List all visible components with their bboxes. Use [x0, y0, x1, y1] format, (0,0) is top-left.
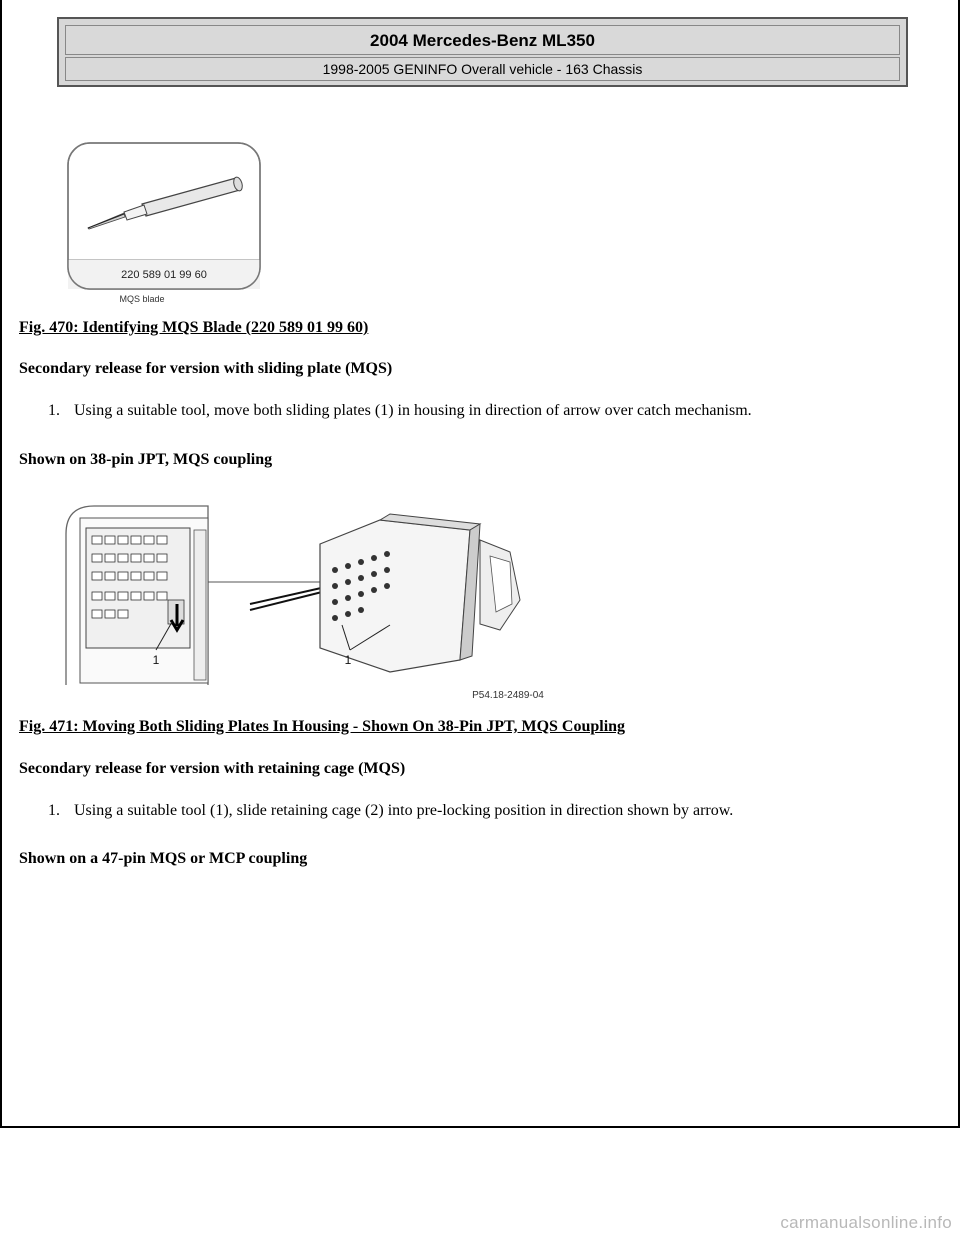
step-number: 1.	[48, 802, 60, 819]
figure-470-caption: Fig. 470: Identifying MQS Blade (220 589 01 99 60)	[19, 319, 369, 336]
header-title-bar	[65, 25, 900, 55]
watermark: carmanualsonline.info	[780, 1213, 952, 1232]
tool-label: MQS blade	[119, 294, 165, 304]
section2-shown-on: Shown on a 47-pin MQS or MCP coupling	[19, 850, 308, 867]
section1-shown-on: Shown on 38-pin JPT, MQS coupling	[19, 451, 273, 468]
header-title: 2004 Mercedes-Benz ML350	[370, 31, 595, 50]
step-number: 1.	[48, 402, 60, 419]
connector-figure	[60, 500, 580, 705]
header-subtitle-bar	[65, 57, 900, 81]
mqs-blade-figure	[64, 140, 264, 305]
page-border-left	[0, 0, 2, 1128]
connector-housing	[320, 514, 520, 672]
header-subtitle: 1998-2005 GENINFO Overall vehicle - 163 Chassis	[322, 61, 643, 77]
callout-1-left: 1	[152, 653, 160, 667]
section2-heading: Secondary release for version with retaining cage (MQS)	[19, 760, 406, 777]
step-text: Using a suitable tool (1), slide retaining cage (2) into pre-locking position in direction shown by arrow.	[74, 802, 734, 819]
section1-heading: Secondary release for version with sliding plate (MQS)	[19, 360, 393, 377]
section1-step-1	[48, 402, 752, 420]
page-header	[57, 17, 908, 87]
page-border-bottom	[0, 1126, 960, 1128]
figure-471-caption: Fig. 471: Moving Both Sliding Plates In Housing - Shown On 38-Pin JPT, MQS Coupling	[19, 718, 626, 735]
part-number-label: 220 589 01 99 60	[121, 269, 207, 281]
image-code: P54.18-2489-04	[472, 690, 544, 701]
section2-step-1	[48, 802, 734, 820]
connector-closeup	[80, 518, 208, 683]
callout-1-right: 1	[344, 653, 352, 667]
step-text: Using a suitable tool, move both sliding plates (1) in housing in direction of arrow over catch mechanism.	[74, 402, 752, 419]
